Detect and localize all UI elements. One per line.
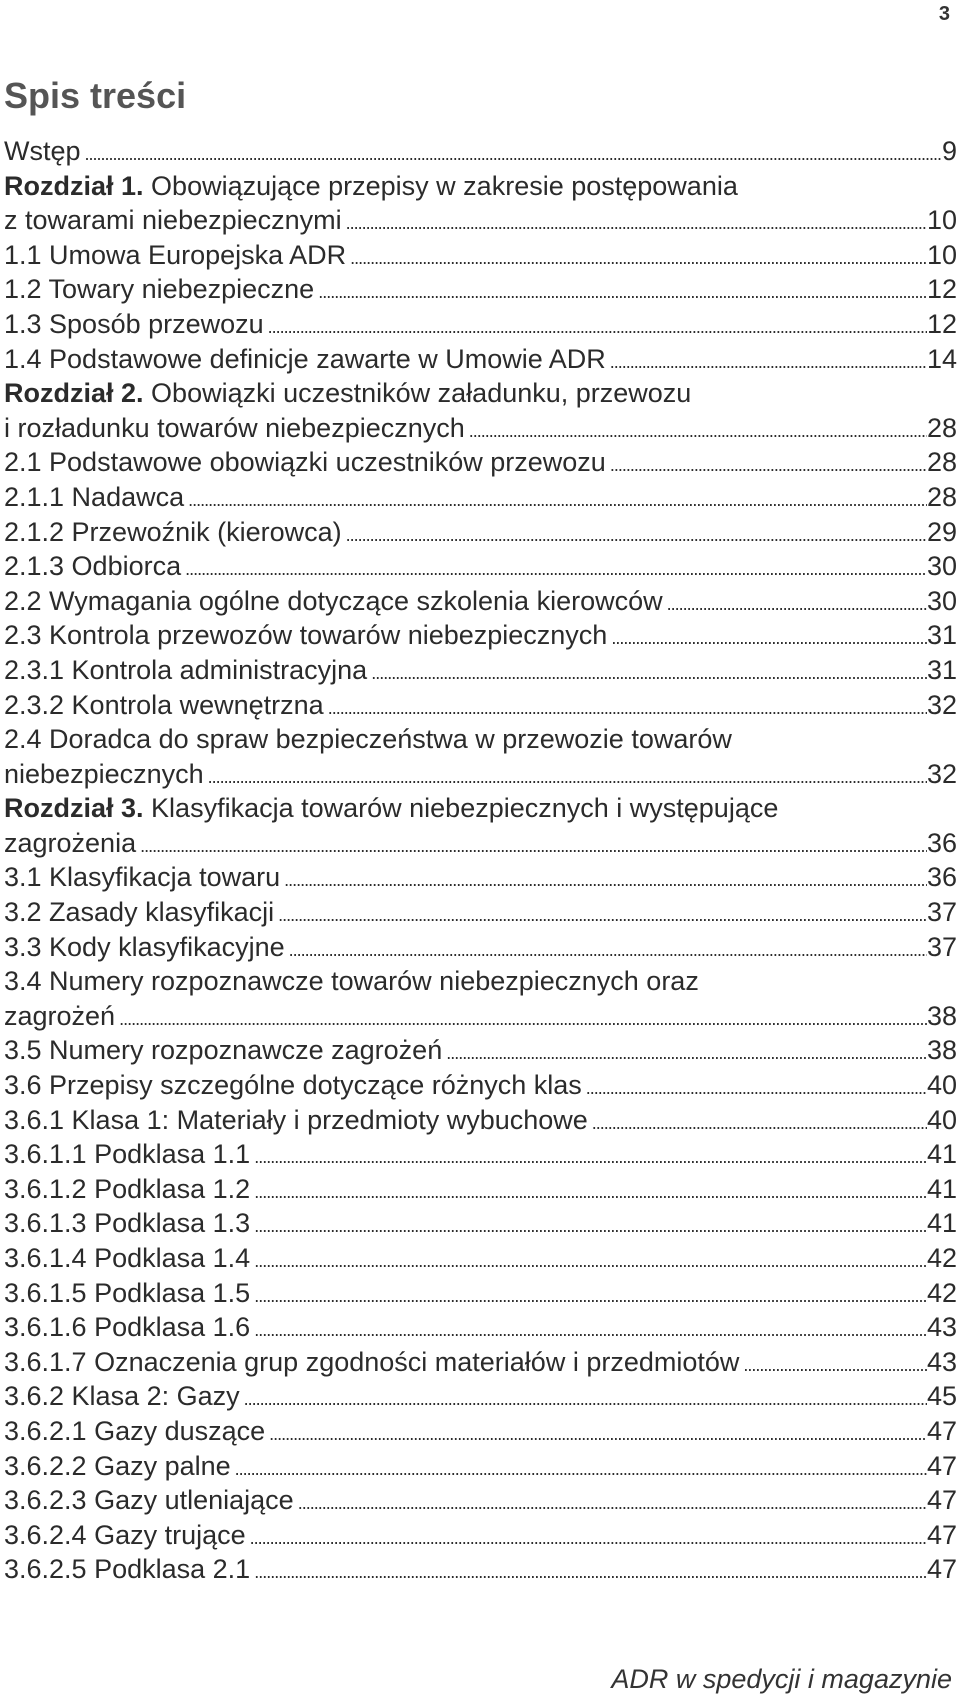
toc-entry: [4, 860, 957, 895]
entry-page-number: 32: [926, 758, 957, 789]
dot-leader: [588, 1106, 927, 1141]
page-title: Spis treści: [4, 75, 187, 116]
entry-title: 2.3.1 Kontrola administracyjna: [4, 654, 368, 685]
entry-page-number: 41: [926, 1173, 957, 1204]
toc-entry: [4, 549, 957, 584]
dot-leader: [250, 1279, 927, 1314]
dot-leader: [342, 518, 927, 553]
toc-entry: [4, 688, 957, 723]
dot-leader: [181, 552, 927, 587]
dot-leader: [465, 414, 927, 449]
toc-entry: [4, 930, 957, 965]
dot-leader: [314, 275, 927, 310]
dot-leader: [136, 829, 927, 864]
toc-entry-text: [4, 342, 606, 377]
toc-entry-text: [4, 1379, 240, 1414]
entry-page-number: 43: [926, 1312, 957, 1343]
footer-book-title: ADR w spedycji i magazynie: [611, 1664, 952, 1694]
entry-title: 2.1 Podstawowe obowiązki uczestników przewozu: [4, 447, 606, 478]
chapter-label: Rozdział 1.: [4, 170, 144, 201]
entry-title: 3.6.2.3 Gazy utleniające: [4, 1485, 294, 1516]
toc-entry-text: [4, 964, 699, 999]
entry-page-number: 36: [926, 827, 957, 858]
entry-page-number: 43: [926, 1346, 957, 1377]
entry-page-number: 12: [926, 274, 957, 305]
entry-page-number: 28: [926, 412, 957, 443]
entry-title: 2.1.3 Odbiorca: [4, 551, 182, 582]
dot-leader: [250, 1244, 927, 1279]
toc-entry: [4, 1310, 957, 1345]
entry-title: z towarami niebezpiecznymi: [4, 205, 342, 236]
toc-entry: [4, 1068, 957, 1103]
dot-leader: [280, 863, 927, 898]
entry-title: 1.4 Podstawowe definicje zawarte w Umowie ADR: [4, 343, 606, 374]
toc-entry: [4, 1552, 957, 1587]
toc-entry: [4, 1033, 957, 1068]
toc-entry: [4, 515, 957, 550]
entry-title: 3.4 Numery rozpoznawcze towarów niebezpiecznych oraz: [4, 966, 699, 997]
dot-leader: [663, 587, 927, 622]
toc-entry-text: [4, 653, 367, 688]
entry-page-number: 37: [926, 897, 957, 928]
toc-entry-text: [4, 134, 81, 169]
toc-entry-text: [4, 307, 264, 342]
toc-entry-text: [4, 791, 778, 826]
entry-page-number: 47: [926, 1450, 957, 1481]
toc-entry: [4, 618, 957, 653]
toc-entry-text: [4, 1518, 246, 1553]
toc-entry: [4, 584, 957, 619]
dot-leader: [285, 933, 927, 968]
toc-entry: [4, 445, 957, 480]
entry-page-number: 29: [926, 516, 957, 547]
toc-entry: [4, 757, 957, 792]
toc-entry-text: [4, 688, 324, 723]
toc-entry: [4, 169, 957, 204]
chapter-label: Rozdział 2.: [4, 378, 144, 409]
toc-entry: [4, 1449, 957, 1484]
toc-entry: [4, 307, 957, 342]
dot-leader: [231, 1452, 927, 1487]
entry-title: 3.6.1.5 Podklasa 1.5: [4, 1277, 251, 1308]
entry-page-number: 42: [926, 1277, 957, 1308]
entry-title: Obowiązki uczestników załadunku, przewozu: [151, 378, 692, 409]
entry-title: 3.6.2.2 Gazy palne: [4, 1450, 231, 1481]
toc-entry: [4, 238, 957, 273]
entry-page-number: 41: [926, 1139, 957, 1170]
entry-page-number: 36: [926, 862, 957, 893]
entry-page-number: 41: [926, 1208, 957, 1239]
entry-title: i rozładunku towarów niebezpiecznych: [4, 412, 465, 443]
toc-entry: [4, 653, 957, 688]
entry-title: niebezpiecznych: [4, 758, 204, 789]
entry-page-number: 10: [926, 205, 957, 236]
entry-title: 3.6.1.4 Podklasa 1.4: [4, 1243, 251, 1273]
toc-entry: [4, 895, 957, 930]
dot-leader: [606, 448, 927, 483]
entry-title: 3.6.1.1 Podklasa 1.1: [4, 1139, 251, 1170]
toc-entry-text: [4, 515, 342, 550]
toc-entry: [4, 203, 957, 238]
entry-title: 3.6.2.1 Gazy duszące: [4, 1415, 266, 1446]
toc-entry: [4, 342, 957, 377]
entry-title: 3.6.2.4 Gazy trujące: [4, 1519, 246, 1550]
toc-entry: [4, 1518, 957, 1553]
toc-entry: [4, 1345, 957, 1380]
toc-entry-text: [4, 999, 115, 1034]
dot-leader: [442, 1036, 927, 1071]
chapter-label: Rozdział 3.: [4, 793, 144, 824]
toc-entry-text: [4, 584, 663, 619]
toc-entry: [4, 134, 957, 169]
toc-entry-text: [4, 238, 346, 273]
entry-page-number: 31: [926, 620, 957, 651]
entry-title: 3.3 Kody klasyfikacyjne: [4, 931, 285, 962]
entry-page-number: 37: [926, 931, 957, 962]
toc-entry-text: [4, 1345, 739, 1380]
toc-entry-text: [4, 722, 732, 757]
toc-entry-text: [4, 1414, 265, 1449]
toc-entry-text: [4, 1068, 582, 1103]
entry-page-number: 31: [926, 654, 957, 685]
toc-entry: [4, 1241, 957, 1276]
toc-entry: [4, 1137, 957, 1172]
entry-page-number: 10: [926, 239, 957, 270]
dot-leader: [264, 310, 927, 345]
toc-entry-text: [4, 411, 465, 446]
entry-title: 3.6 Przepisy szczególne dotyczące różnych klas: [4, 1070, 582, 1101]
dot-leader: [184, 483, 927, 518]
toc-entry-text: [4, 1103, 588, 1138]
entry-title: Wstęp: [4, 136, 81, 166]
dot-leader: [606, 345, 927, 380]
entry-page-number: 47: [926, 1554, 957, 1585]
dot-leader: [342, 206, 927, 241]
toc-entry-text: [4, 376, 691, 411]
entry-title: 3.6.1.7 Oznaczenia grup zgodności materiałów i przedmiotów: [4, 1346, 740, 1377]
toc-entry: [4, 791, 957, 826]
dot-leader: [324, 691, 927, 726]
entry-page-number: 38: [926, 1000, 957, 1031]
toc-entry-text: [4, 272, 314, 307]
entry-title: 2.2 Wymagania ogólne dotyczące szkolenia kierowców: [4, 585, 663, 616]
toc-entry: [4, 376, 957, 411]
table-of-contents: [4, 134, 957, 1587]
toc-entry: [4, 411, 957, 446]
toc-entry-text: [4, 203, 342, 238]
page-number: 3: [938, 3, 950, 25]
dot-leader: [204, 760, 927, 795]
toc-entry-text: [4, 1552, 250, 1587]
entry-page-number: 14: [926, 343, 957, 374]
entry-title: 3.2 Zasady klasyfikacji: [4, 897, 275, 928]
entry-title: 3.6.1 Klasa 1: Materiały i przedmioty wybuchowe: [4, 1104, 588, 1135]
entry-title: zagrożeń: [4, 1000, 116, 1031]
toc-entry-text: [4, 860, 280, 895]
toc-entry-text: [4, 895, 274, 930]
dot-leader: [739, 1348, 927, 1383]
entry-title: 1.2 Towary niebezpieczne: [4, 274, 315, 305]
entry-page-number: 38: [926, 1035, 957, 1066]
entry-title: 2.1.2 Przewoźnik (kierowca): [4, 516, 342, 547]
toc-entry-text: [4, 1310, 250, 1345]
dot-leader: [246, 1521, 927, 1556]
toc-entry-text: [4, 930, 285, 965]
entry-page-number: 40: [926, 1070, 957, 1101]
dot-leader: [250, 1140, 927, 1175]
dot-leader: [240, 1382, 927, 1417]
dot-leader: [582, 1071, 927, 1106]
toc-entry-text: [4, 1276, 250, 1311]
toc-entry: [4, 480, 957, 515]
toc-entry: [4, 1172, 957, 1207]
toc-entry-text: [4, 1033, 442, 1068]
entry-title: 3.1 Klasyfikacja towaru: [4, 862, 281, 893]
toc-entry-text: [4, 1483, 294, 1518]
toc-entry: [4, 1414, 957, 1449]
toc-entry: [4, 999, 957, 1034]
dot-leader: [250, 1175, 927, 1210]
entry-page-number: 30: [926, 585, 957, 616]
entry-title: 3.6.1.3 Podklasa 1.3: [4, 1208, 251, 1239]
toc-entry-text: [4, 826, 136, 861]
entry-page-number: 40: [926, 1104, 957, 1135]
toc-entry: [4, 1483, 957, 1518]
entry-title: 2.3 Kontrola przewozów towarów niebezpiecznych: [4, 620, 608, 651]
toc-entry: [4, 1379, 957, 1414]
entry-page-number: 47: [926, 1519, 957, 1550]
toc-entry-text: [4, 618, 607, 653]
dot-leader: [346, 241, 927, 276]
entry-title: Klasyfikacja towarów niebezpiecznych i występujące: [151, 793, 779, 824]
toc-entry-text: [4, 1241, 250, 1276]
toc-entry-text: [4, 480, 184, 515]
entry-page-number: 47: [926, 1485, 957, 1516]
entry-title: 2.4 Doradca do spraw bezpieczeństwa w przewozie towarów: [4, 724, 732, 755]
dot-leader: [294, 1486, 927, 1521]
toc-entry-text: [4, 1449, 231, 1484]
dot-leader: [265, 1417, 927, 1452]
toc-entry: [4, 1103, 957, 1138]
entry-page-number: 47: [926, 1415, 957, 1446]
dot-leader: [250, 1555, 927, 1590]
toc-entry-text: [4, 445, 606, 480]
toc-entry-text: [4, 549, 181, 584]
entry-page-number: 12: [926, 308, 957, 339]
entry-title: 1.3 Sposób przewozu: [4, 308, 264, 339]
toc-entry: [4, 272, 957, 307]
toc-entry-text: [4, 1137, 250, 1172]
toc-entry-text: [4, 757, 204, 792]
entry-title: 3.5 Numery rozpoznawcze zagrożeń: [4, 1035, 443, 1066]
entry-page-number: 28: [926, 481, 957, 512]
entry-page-number: 30: [926, 551, 957, 582]
entry-page-number: 9: [941, 136, 957, 166]
dot-leader: [250, 1209, 927, 1244]
entry-page-number: 45: [926, 1381, 957, 1412]
entry-page-number: 28: [926, 447, 957, 478]
entry-title: Obowiązujące przepisy w zakresie postępowania: [151, 170, 738, 201]
entry-title: 3.6.1.2 Podklasa 1.2: [4, 1173, 251, 1204]
dot-leader: [274, 898, 927, 933]
toc-entry: [4, 722, 957, 757]
entry-title: 2.1.1 Nadawca: [4, 481, 185, 512]
toc-entry-text: [4, 1172, 250, 1207]
toc-entry: [4, 1276, 957, 1311]
toc-entry: [4, 826, 957, 861]
entry-title: 3.6.2 Klasa 2: Gazy: [4, 1381, 240, 1412]
entry-title: 2.3.2 Kontrola wewnętrzna: [4, 689, 324, 720]
dot-leader: [367, 656, 927, 691]
dot-leader: [607, 621, 927, 656]
toc-entry-text: [4, 1206, 250, 1241]
dot-leader: [81, 137, 942, 172]
entry-page-number: 42: [926, 1243, 957, 1273]
toc-entry: [4, 964, 957, 999]
entry-title: 3.6.1.6 Podklasa 1.6: [4, 1312, 251, 1343]
entry-title: zagrożenia: [4, 827, 137, 858]
toc-entry: [4, 1206, 957, 1241]
entry-page-number: 32: [926, 689, 957, 720]
dot-leader: [115, 1002, 927, 1037]
toc-entry-text: [4, 169, 738, 204]
dot-leader: [250, 1313, 927, 1348]
entry-title: 1.1 Umowa Europejska ADR: [4, 239, 347, 270]
entry-title: 3.6.2.5 Podklasa 2.1: [4, 1554, 251, 1585]
